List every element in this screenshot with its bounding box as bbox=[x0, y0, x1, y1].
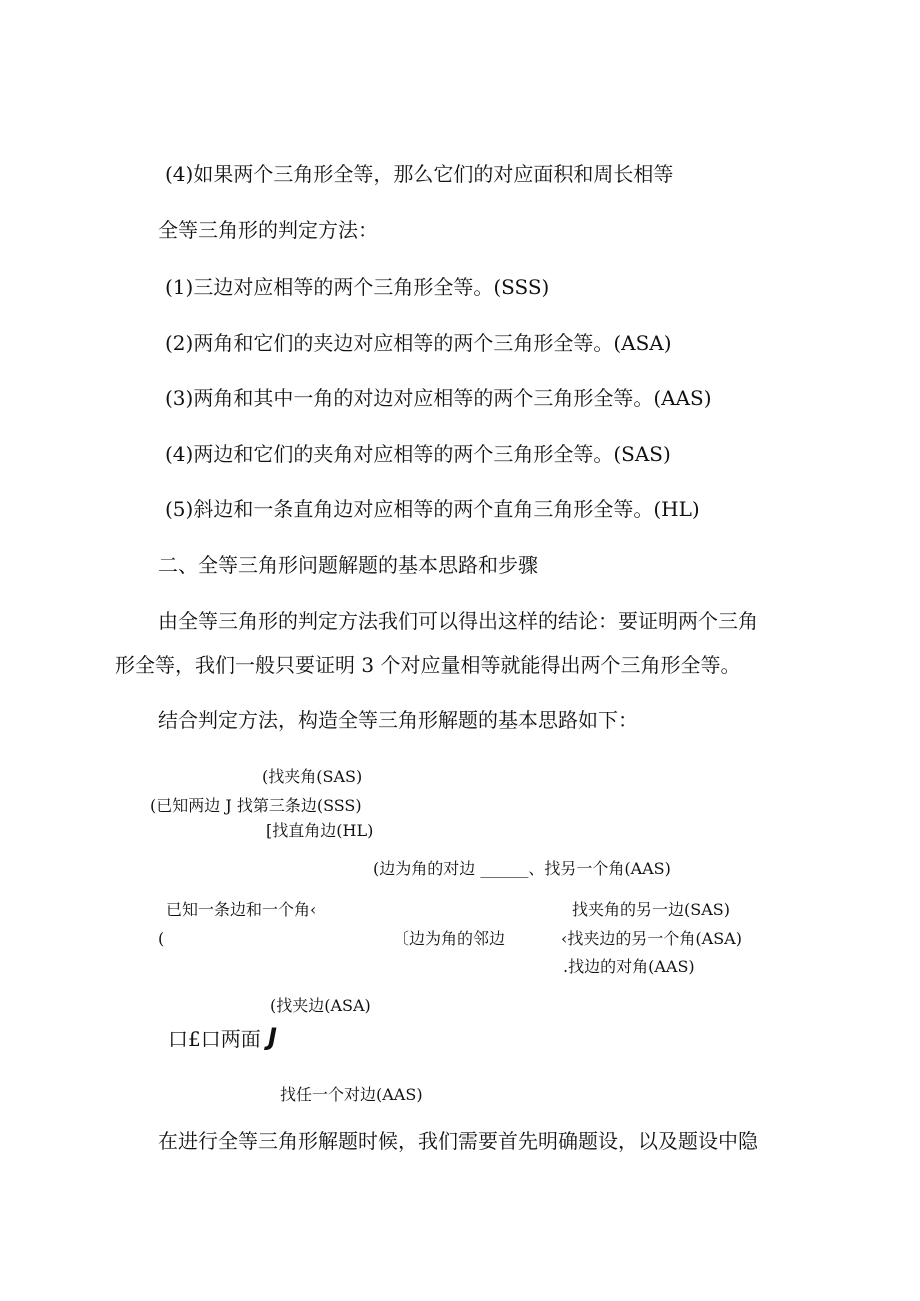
diagram-two-angles-label: 口£口两面 bbox=[168, 1027, 261, 1051]
section2-paragraph-line-1: 由全等三角形的判定方法我们可以得出这样的结论：要证明两个三角 bbox=[158, 609, 758, 633]
diagram-side-opposite-angle: (边为角的对边 ______、找另一个角(AAS) bbox=[373, 859, 671, 878]
diagram-side-adjacent-angle: 〔边为角的邻边 bbox=[393, 929, 506, 948]
criteria-heading: 全等三角形的判定方法： bbox=[158, 218, 378, 242]
diagram-find-opposite-angle: .找边的对角(AAS) bbox=[563, 957, 695, 976]
criteria-item-3: (3)两角和其中一角的对边对应相等的两个三角形全等。(AAS) bbox=[165, 386, 712, 410]
diagram-known-side-and-angle: 已知一条边和一个角‹ bbox=[166, 900, 317, 919]
criteria-item-2: (2)两角和它们的夹边对应相等的两个三角形全等。(ASA) bbox=[165, 331, 672, 355]
section2-paragraph-line-2: 形全等，我们一般只要证明 3 个对应量相等就能得出两个三角形全等。 bbox=[115, 653, 741, 677]
diagram-two-angles bbox=[168, 1027, 261, 1051]
section2-heading: 二、全等三角形问题解题的基本思路和步骤 bbox=[158, 553, 538, 577]
diagram-known-two-sides: (已知两边 J 找第三条边(SSS) bbox=[150, 796, 362, 815]
section2-intro: 结合判定方法，构造全等三角形解题的基本思路如下： bbox=[158, 708, 638, 732]
diagram-find-any-opposite-side: 找任一个对边(AAS) bbox=[280, 1085, 423, 1104]
diagram-find-other-angle: ‹找夹边的另一个角(ASA) bbox=[561, 929, 742, 948]
diagram-brace-glyph: J bbox=[268, 1023, 277, 1051]
criteria-item-5: (5)斜边和一条直角边对应相等的两个直角三角形全等。(HL) bbox=[165, 497, 700, 521]
diagram-find-included-angle: (找夹角(SAS) bbox=[262, 767, 363, 786]
final-paragraph-line: 在进行全等三角形解题时候，我们需要首先明确题设，以及题设中隐 bbox=[158, 1129, 758, 1153]
property-item-4: (4)如果两个三角形全等，那么它们的对应面积和周长相等 bbox=[165, 162, 674, 186]
criteria-item-4: (4)两边和它们的夹角对应相等的两个三角形全等。(SAS) bbox=[165, 442, 671, 466]
diagram-find-other-side: 找夹角的另一边(SAS) bbox=[572, 900, 730, 919]
diagram-brace-open: ( bbox=[158, 929, 165, 948]
diagram-find-included-side: (找夹边(ASA) bbox=[270, 996, 371, 1015]
criteria-item-1: (1)三边对应相等的两个三角形全等。(SSS) bbox=[165, 275, 550, 299]
diagram-find-right-side: [找直角边(HL) bbox=[266, 821, 374, 840]
